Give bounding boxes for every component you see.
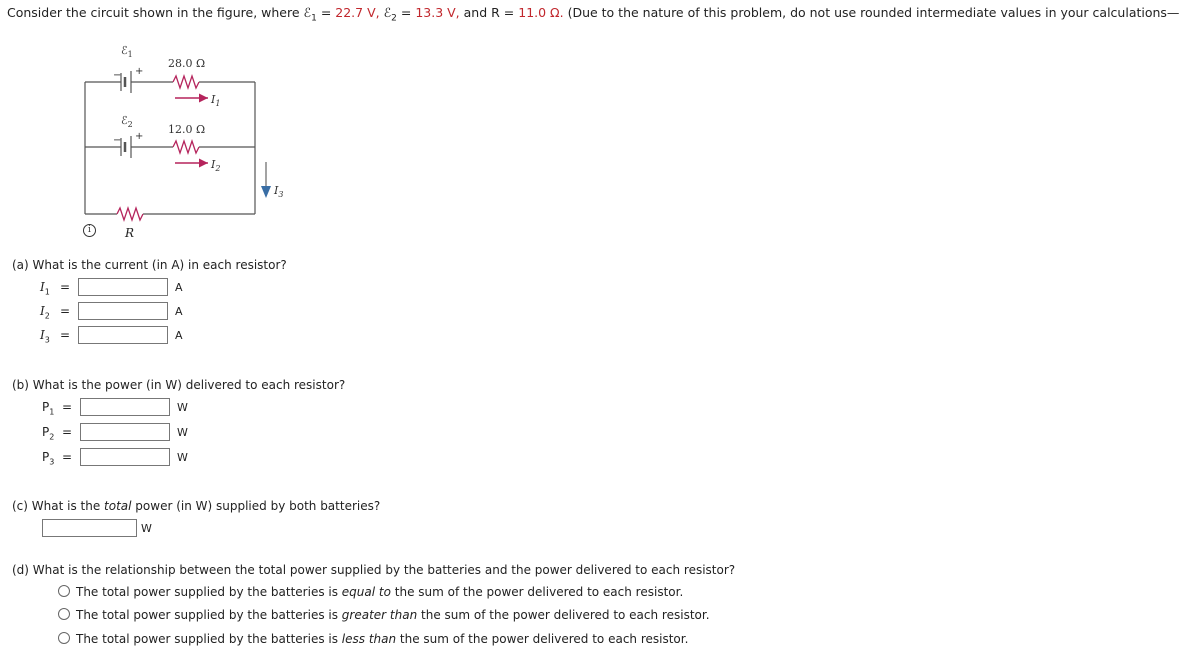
p3-input[interactable] — [80, 448, 170, 466]
resistor-1-label: 28.0 Ω — [168, 57, 206, 70]
emf1-equals: = — [316, 5, 336, 20]
i1-input[interactable] — [78, 278, 168, 296]
p3-label: $P_3$ — [42, 450, 55, 467]
i3-unit: A — [175, 329, 183, 342]
option-equal-to[interactable]: The total power supplied by the batteries is equal to the sum of the power delivered to each resistor. — [58, 585, 683, 599]
p1-label: $P_1$ — [42, 400, 55, 417]
i1-unit: A — [175, 281, 183, 294]
current-1-label: $I_1$ — [211, 93, 221, 108]
intro-prefix: Consider the circuit shown in the figure, where — [7, 5, 300, 20]
emf1-value: 22.7 V, — [335, 5, 380, 20]
i2-equals: = — [60, 304, 71, 318]
part-d-question: (d) What is the relationship between the total power supplied by the batteries and the power delivered to each resistor? — [12, 563, 736, 577]
i3-equals: = — [60, 328, 71, 342]
resistor-r-symbol — [117, 208, 143, 220]
battery-1-symbol — [121, 71, 131, 93]
current-3-arrow-head — [261, 186, 271, 198]
resistor-2-symbol — [173, 141, 199, 153]
radio-button[interactable] — [58, 632, 70, 644]
i1-label: $I_1$ — [40, 280, 50, 297]
emf1-subscript: 1 — [311, 13, 317, 24]
battery-1-plus: + — [135, 66, 144, 77]
total-power-unit: W — [141, 522, 152, 535]
p2-unit: W — [177, 426, 188, 439]
intro-suffix: (Due to the nature of this problem, do not use rounded intermediate values in your calculations— — [563, 5, 1179, 20]
part-c-question: (c) What is the total power (in W) supplied by both batteries? — [12, 499, 381, 513]
total-power-input[interactable] — [42, 519, 137, 537]
p2-input[interactable] — [80, 423, 170, 441]
part-b-question: (b) What is the power (in W) delivered to each resistor? — [12, 378, 346, 392]
i3-input[interactable] — [78, 326, 168, 344]
p1-input[interactable] — [80, 398, 170, 416]
and-r-text: and R = — [459, 5, 519, 20]
option-greater-than[interactable]: The total power supplied by the batteries is greater than the sum of the power delivered to each resistor. — [58, 608, 710, 622]
battery-2-minus: − — [113, 135, 122, 146]
p1-equals: = — [62, 400, 73, 414]
i3-label: $I_3$ — [40, 328, 50, 345]
emf1-label: ℰ$_1$ — [121, 44, 133, 59]
part-a-question: (a) What is the current (in A) in each resistor? — [12, 258, 287, 272]
i2-unit: A — [175, 305, 183, 318]
info-icon[interactable]: i — [83, 224, 96, 237]
current-2-label: $I_2$ — [211, 158, 221, 173]
battery-2-symbol — [121, 136, 131, 158]
emf2-value: 13.3 V, — [415, 5, 460, 20]
p3-equals: = — [62, 450, 73, 464]
r-value: 11.0 Ω. — [518, 5, 564, 20]
emf1-symbol: ℰ — [303, 5, 312, 20]
p2-label: $P_2$ — [42, 425, 55, 442]
i2-input[interactable] — [78, 302, 168, 320]
circuit-wires — [85, 82, 255, 214]
radio-button[interactable] — [58, 608, 70, 620]
problem-statement — [7, 5, 1179, 24]
i1-equals: = — [60, 280, 71, 294]
emf2-equals: = — [396, 5, 416, 20]
resistor-1-symbol — [173, 76, 199, 88]
circuit-diagram — [80, 36, 284, 216]
emf2-symbol: ℰ — [383, 5, 392, 20]
option-less-than[interactable]: The total power supplied by the batteries is less than the sum of the power delivered to each resistor. — [58, 632, 688, 646]
i2-label: $I_2$ — [40, 304, 50, 321]
radio-button[interactable] — [58, 585, 70, 597]
resistor-r-label: R — [125, 226, 135, 240]
emf2-label: ℰ$_2$ — [121, 114, 133, 129]
current-3-label: $I_3$ — [274, 184, 284, 199]
battery-1-minus: − — [113, 70, 122, 81]
emf2-subscript: 2 — [391, 13, 397, 24]
battery-2-plus: + — [135, 131, 144, 142]
resistor-2-label: 12.0 Ω — [168, 123, 206, 136]
p2-equals: = — [62, 425, 73, 439]
p1-unit: W — [177, 401, 188, 414]
p3-unit: W — [177, 451, 188, 464]
